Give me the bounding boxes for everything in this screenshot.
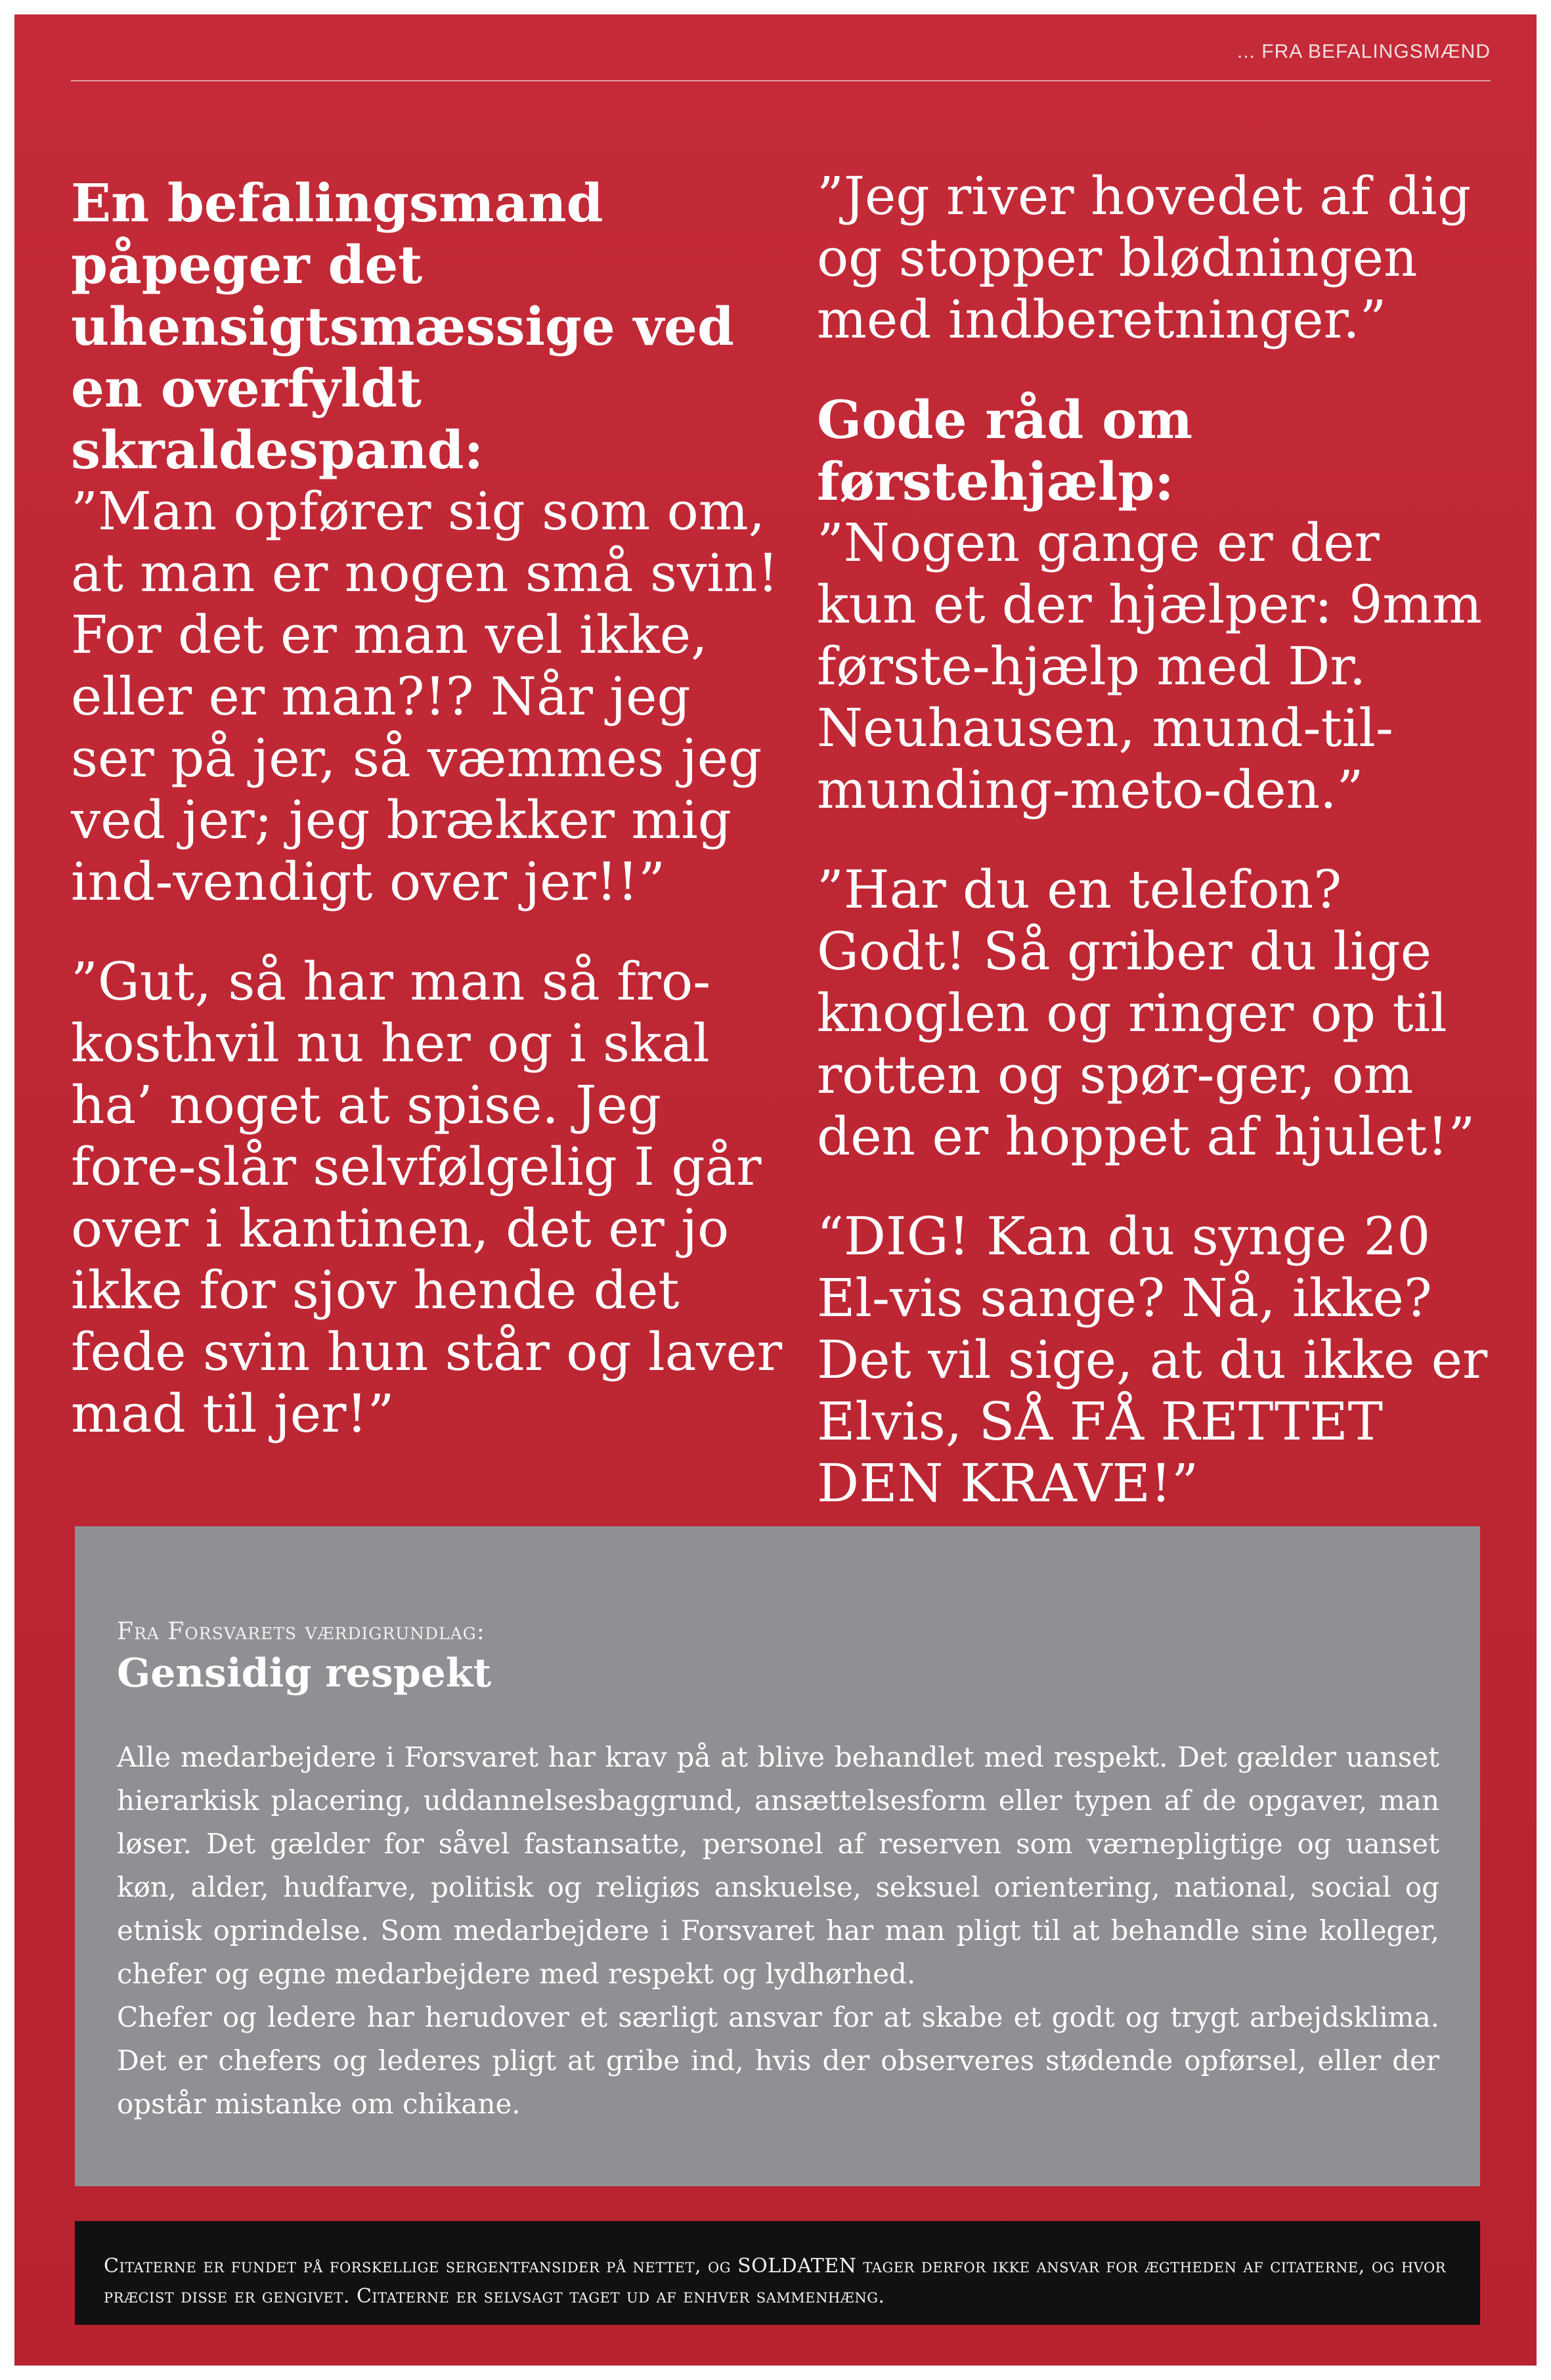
quote-lead: En befalingsmand påpeger det uhensigtsmæssige ved en overfyldt skraldespand:: [71, 172, 734, 481]
values-body: [117, 1736, 1439, 2126]
values-kicker: Fra Forsvarets værdigrundlag:: [117, 1618, 485, 1645]
quote-block: [817, 389, 1493, 821]
quote-text: ”Man opfører sig som om, at man er nogen små svin! For det er man vel ikke, eller er man?!? Når jeg ser på jer, så væmmes jeg ved jer; jeg brækker mig ind-vendigt over jer!!”: [71, 481, 779, 912]
disclaimer-text: Citaterne er fundet på forskellige sergentfansider på nettet, og SOLDATEN tager derfor ikke ansvar for ægtheden af citaterne, og hvor præcist disse er gengivet. Citaterne er selvsagt taget ud af enhver sammenhæng.: [104, 2255, 1446, 2308]
quote-block: [817, 859, 1493, 1168]
values-paragraph: Chefer og ledere har herudover et særligt ansvar for at skabe et godt og trygt arbejdsklima. Det er chefers og lederes pligt at gribe ind, hvis der observeres stødende opførsel, eller der opstår mistanke om chikane.: [117, 2001, 1439, 2120]
quote-text: ”Nogen gange er der kun et der hjælper: 9mm første-hjælp med Dr. Neuhausen, mund-til-munding-meto-den.”: [817, 512, 1483, 820]
quote-text: ”Jeg river hovedet af dig og stopper blødningen med indberetninger.”: [817, 165, 1472, 350]
quote-text: ”Gut, så har man så fro-kosthvil nu her og i skal ha’ noget at spise. Jeg fore-slår selvfølgelig I går over i kantinen, det er jo ikke for sjov hende det fede svin hun står og laver mad til jer!”: [71, 951, 783, 1444]
right-quote-column: [817, 165, 1493, 1553]
quote-text: “DIG! Kan du synge 20 El-vis sange? Nå, ikke? Det vil sige, at du ikke er Elvis, SÅ FÅ RETTET DEN KRAVE!”: [817, 1206, 1488, 1514]
values-title: Gensidig respekt: [117, 1650, 492, 1696]
header-divider: [71, 80, 1491, 81]
values-paragraph: Alle medarbejdere i Forsvaret har krav på at blive behandlet med respekt. Det gælder uanset hierarkisk placering, uddannelsesbaggrund, ansættelsesform eller typen af de opgaver, man løser. Det gælder for såvel fastansatte, personel af reserven som værnepligtige og uanset køn, alder, hudfarve, politisk og religiøs anskuelse, seksuel orientering, national, social og etnisk oprindelse. Som medarbejdere i Forsvaret har man pligt til at behandle sine kolleger, chefer og egne medarbejdere med respekt og lydhørhed.: [117, 1741, 1439, 1990]
quote-lead: Gode råd om førstehjælp:: [817, 389, 1193, 512]
left-quote-column: [71, 172, 787, 1483]
magazine-page: [14, 14, 1537, 2366]
values-box: [75, 1526, 1480, 2186]
quote-block: [817, 1206, 1493, 1514]
section-label: ... FRA BEFALINGSMÆND: [1236, 41, 1491, 62]
quote-block: [71, 951, 787, 1445]
disclaimer-box: [75, 2221, 1480, 2325]
quote-block: [71, 172, 787, 913]
quote-block: [817, 165, 1493, 351]
quote-text: ”Har du en telefon? Godt! Så griber du lige knoglen og ringer op til rotten og spør-ger, om den er hoppet af hjulet!”: [817, 859, 1475, 1167]
